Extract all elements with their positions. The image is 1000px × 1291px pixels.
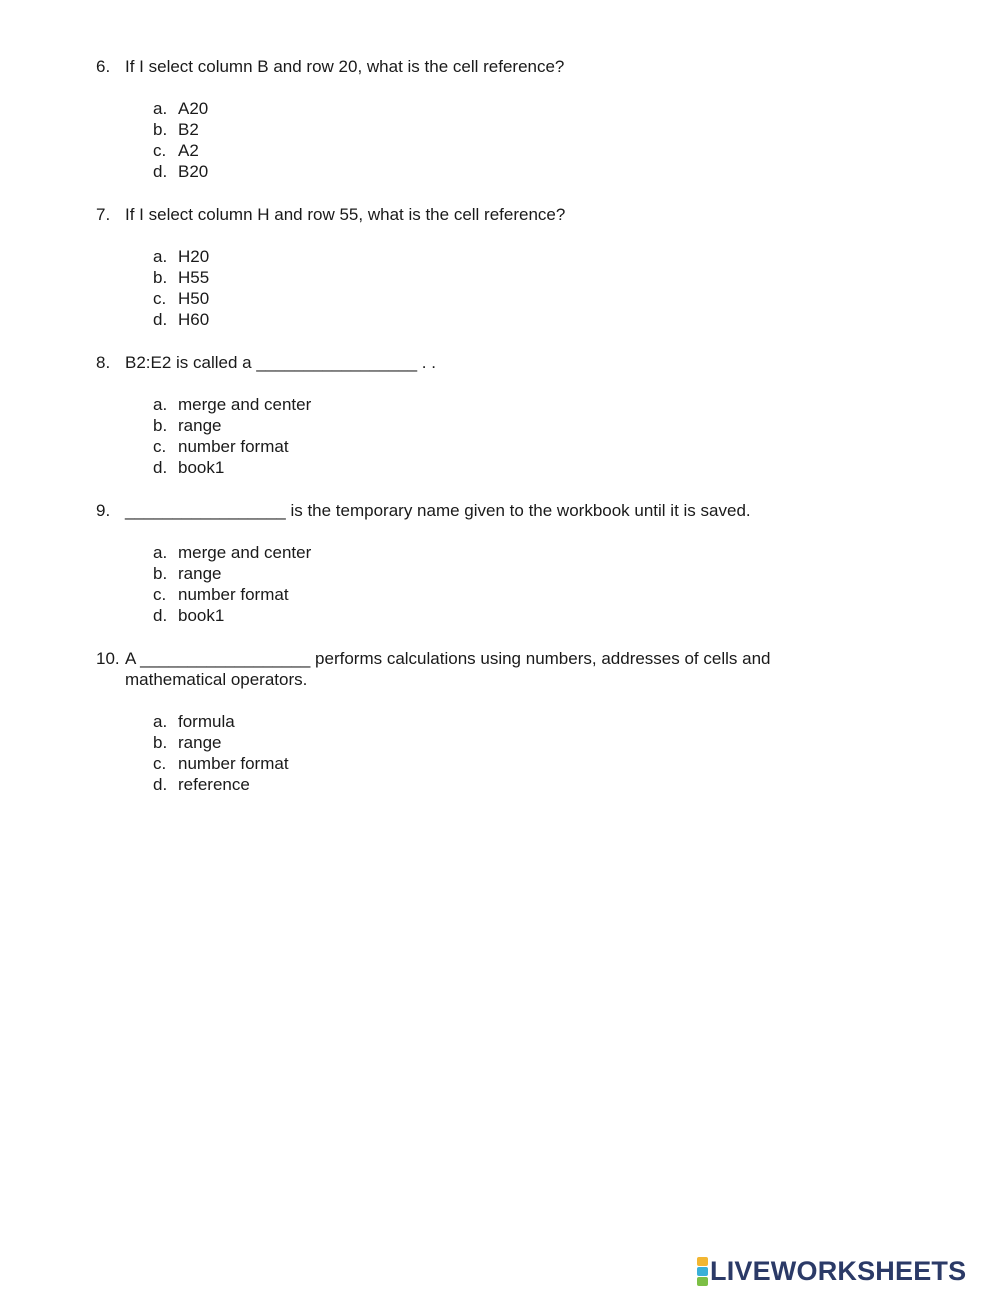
- mark-block: [697, 1267, 708, 1276]
- option-text: H55: [178, 268, 210, 287]
- option-letter: c.: [153, 437, 167, 456]
- answer-options: [153, 394, 856, 478]
- answer-option[interactable]: [153, 605, 856, 626]
- answer-option[interactable]: [153, 288, 856, 309]
- answer-option[interactable]: [153, 309, 856, 330]
- logo-text: LIVEWORKSHEETS: [710, 1256, 967, 1286]
- question-number: 9.: [96, 501, 111, 520]
- option-text: H60: [178, 310, 210, 329]
- liveworksheets-mark-icon: [697, 1257, 708, 1286]
- answer-option[interactable]: [153, 774, 856, 795]
- answer-options: [153, 542, 856, 626]
- answer-option[interactable]: [153, 732, 856, 753]
- option-text: reference: [178, 775, 250, 794]
- option-letter: c.: [153, 289, 167, 308]
- answer-option[interactable]: [153, 119, 856, 140]
- option-letter: a.: [153, 247, 168, 266]
- option-letter: d.: [153, 310, 168, 329]
- option-letter: b.: [153, 416, 168, 435]
- option-letter: d.: [153, 606, 168, 625]
- option-letter: c.: [153, 754, 167, 773]
- answer-options: [153, 711, 856, 795]
- option-text: merge and center: [178, 395, 312, 414]
- answer-option[interactable]: [153, 711, 856, 732]
- question-text: If I select column B and row 20, what is the cell reference?: [125, 57, 565, 76]
- question-7: [96, 204, 856, 330]
- option-text: number format: [178, 754, 289, 773]
- question-6: [96, 56, 856, 182]
- question-text: B2:E2 is called a _________________ . .: [125, 353, 436, 372]
- option-letter: a.: [153, 712, 168, 731]
- answer-option[interactable]: [153, 457, 856, 478]
- option-text: range: [178, 416, 222, 435]
- mark-block: [697, 1277, 708, 1286]
- question-number: 7.: [96, 205, 111, 224]
- question-9: [96, 500, 856, 626]
- question-number: 8.: [96, 353, 111, 372]
- answer-option[interactable]: [153, 161, 856, 182]
- option-text: A20: [178, 99, 209, 118]
- answer-options: [153, 246, 856, 330]
- answer-option[interactable]: [153, 415, 856, 436]
- question-10: [96, 648, 856, 795]
- option-letter: d.: [153, 162, 168, 181]
- question-text: _________________ is the temporary name given to the workbook until it is saved.: [125, 501, 751, 520]
- question-number: 6.: [96, 57, 111, 76]
- option-text: formula: [178, 712, 235, 731]
- option-text: number format: [178, 437, 289, 456]
- question-number: 10.: [96, 649, 120, 668]
- option-text: A2: [178, 141, 199, 160]
- option-letter: a.: [153, 395, 168, 414]
- answer-option[interactable]: [153, 246, 856, 267]
- answer-option[interactable]: [153, 98, 856, 119]
- answer-option[interactable]: [153, 267, 856, 288]
- option-letter: b.: [153, 120, 168, 139]
- question-text: If I select column H and row 55, what is the cell reference?: [125, 205, 566, 224]
- answer-option[interactable]: [153, 584, 856, 605]
- option-text: H50: [178, 289, 210, 308]
- option-text: B2: [178, 120, 199, 139]
- answer-option[interactable]: [153, 542, 856, 563]
- answer-option[interactable]: [153, 394, 856, 415]
- option-letter: b.: [153, 268, 168, 287]
- option-text: B20: [178, 162, 209, 181]
- option-text: number format: [178, 585, 289, 604]
- option-letter: d.: [153, 458, 168, 477]
- mark-block: [697, 1257, 708, 1266]
- option-text: range: [178, 564, 222, 583]
- answer-option[interactable]: [153, 563, 856, 584]
- option-text: book1: [178, 458, 225, 477]
- option-letter: a.: [153, 99, 168, 118]
- option-text: H20: [178, 247, 210, 266]
- answer-option[interactable]: [153, 436, 856, 457]
- option-letter: c.: [153, 585, 167, 604]
- option-letter: b.: [153, 733, 168, 752]
- option-text: merge and center: [178, 543, 312, 562]
- liveworksheets-logo: [697, 1257, 966, 1285]
- question-text: A __________________ performs calculations using numbers, addresses of cells and mathematical operators.: [125, 649, 771, 689]
- option-letter: d.: [153, 775, 168, 794]
- option-letter: a.: [153, 543, 168, 562]
- question-8: [96, 352, 856, 478]
- answer-options: [153, 98, 856, 182]
- option-text: range: [178, 733, 222, 752]
- answer-option[interactable]: [153, 753, 856, 774]
- option-letter: c.: [153, 141, 167, 160]
- answer-option[interactable]: [153, 140, 856, 161]
- option-letter: b.: [153, 564, 168, 583]
- option-text: book1: [178, 606, 225, 625]
